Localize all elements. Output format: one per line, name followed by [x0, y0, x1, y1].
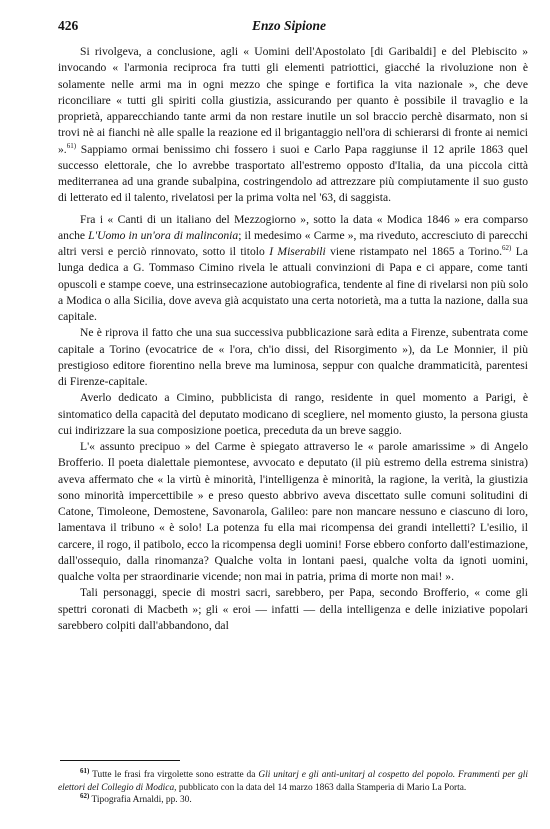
paragraph — [58, 325, 528, 390]
italic-title: I Miserabili — [269, 245, 326, 258]
footnote — [58, 791, 528, 807]
italic-title: L'Uomo in un'ora di malinconia — [88, 228, 239, 242]
running-header — [58, 16, 520, 38]
page-number: 426 — [58, 18, 79, 33]
footnote-rule — [60, 760, 180, 761]
text-run: Ne è riprova il fatto che una sua successiva pubblicazione sarà edita a Firenze, subentrata come capitale a Torino (evocatrice de « l'ora, ch'io dissi, del Risorgimento »), da Le Monnier, il più prestigioso editore fiorentino nella breve ma luminosa, seppur con qualche drammaticità, parentesi di Firenze-capitale. — [58, 326, 528, 388]
text-run: , pubblicato con la data del 14 marzo 1863 dalla Stamperia di Mario La Porta. — [174, 782, 467, 793]
text-run: L'« assunto precipuo » del Carme è spiegato attraverso le « parole amarissime » di Angelo Brofferio. Il poeta dialettale piemontese, avvocato e deputato (il più estremo della estrema sinistra) aveva affermato che « la virtù è minorità, l'intelligenza è minorità, la ragione, la verità, la giustizia sono minorità impercettibile » e preso questo abbrivo aveva discettato sulle comuni solitudini di Catone, Timoleone, Demostene, Savonarola, Galileo: pare non mancare nessuno e ciascuno di loro, lamentava il tribuno « è solo! La potenza fu ella mai ricompensa dei grandi intelletti? L'esilio, il carcere, il rogo, il patibolo, ecco la ricompensa degli uomini! Forse ebbero conforto dall'estimazione, dall'ossequio, dalla rinomanza? Qualche volta in lontani paesi, qualche volta da ignoti uomini, qualche volta per straordinarie vicende; non mai in patria, prima di morte non mai! ». — [58, 440, 528, 583]
paragraph — [58, 390, 528, 439]
text-run: Tutte le frasi fra virgolette sono estratte da — [89, 770, 259, 780]
text-run: viene ristampato nel 1865 a Torino. — [325, 245, 503, 258]
footnote — [58, 766, 528, 794]
text-run: Sappiamo ormai benissimo chi fossero i suoi e Carlo Papa raggiunse il 12 aprile 1863 quel successo elettorale, che lo avrebbe trasportato all'estremo opposto d'Italia, da una piccola città mediterranea ad una grande subalpina, costringendolo ad attrezzare più compiutamente il suo gusto di letterato ed il talento, rivelatosi per la prima volta nel '63, di saggista. — [58, 142, 528, 205]
text-run: Fra i « Canti di un italiano del Mezzogiorno », sotto la data « Modica 1846 » era comparso anche — [58, 212, 528, 242]
main-text — [58, 44, 528, 634]
text-run: Averlo dedicato a Cimino, pubblicista di rango, residente in quel momento a Parigi, è sintomatico della capacità del deputato modicano di scegliere, nel momento giusto, la persona giusta cui indirizzare la sua composizione poetica, preceduta da un breve saggio. — [58, 391, 528, 437]
footnotes — [58, 760, 528, 807]
text-run: Tipografia Arnaldi, pp. 30. — [89, 795, 192, 805]
text-run: ; il medesimo « Carme », ma riveduto, accresciuto di parecchi altri versi e perciò rinnovato, sotto il titolo — [58, 228, 528, 258]
text-run: La lunga dedica a G. Tommaso Cimino rivela le attuali convinzioni di Papa e ci appare, come tanti opuscoli e stampe coeve, una estrinsecazione autobiografica, tendente al fine di rivelarsi non più solo a Modica o alla Sicilia, dove aveva già acquistato una certa notorietà, ma a tutta la nazione, dalla sua capitale. — [58, 245, 528, 323]
text-run: Si rivolgeva, a conclusione, agli « Uomini dell'Apostolato [di Garibaldi] e del Plebiscito » invocando « l'armonia reciproca fra tutti gli elementi patriottici, giacché la rivoluzione non è solamente nelle armi ma in ogni mezzo che spinge e fortifica la vita nazionale », che deve riconciliare « tutti gli spiriti colla giustizia, assicurando per quanto è possibile il travaglio e la proprietà, apparecchiando tante armi da non restare inutile un sol braccio perchè disarmato, non si trovi nè ai fianchi nè alle spalle la reazione ed il brigantaggio nell'ora di schierarsi di fronte ai nemici ». — [58, 45, 528, 156]
paragraph — [58, 439, 528, 585]
footnote-ref: 61) — [66, 141, 77, 150]
running-title: Enzo Sipione — [252, 18, 326, 33]
paragraph — [58, 212, 528, 326]
paragraph — [58, 585, 528, 634]
paragraph — [58, 44, 528, 207]
footnote-number: 62) — [80, 791, 90, 800]
text-run: Tali personaggi, specie di mostri sacri, sarebbero, per Papa, secondo Brofferio, « come gli spettri coronati di Macbeth »; gli « eroi — infatti — della intelligenza e delle iniziative popolari sarebbero colpiti dall'abbandono, dal — [58, 586, 528, 632]
footnote-number: 61) — [80, 766, 90, 775]
footnote-ref: 62) — [502, 244, 512, 253]
italic-title: Gli unitarj e gli anti-unitarj al cospetto del popolo. Frammenti per gli elettori del Collegio di Modica — [58, 770, 528, 793]
